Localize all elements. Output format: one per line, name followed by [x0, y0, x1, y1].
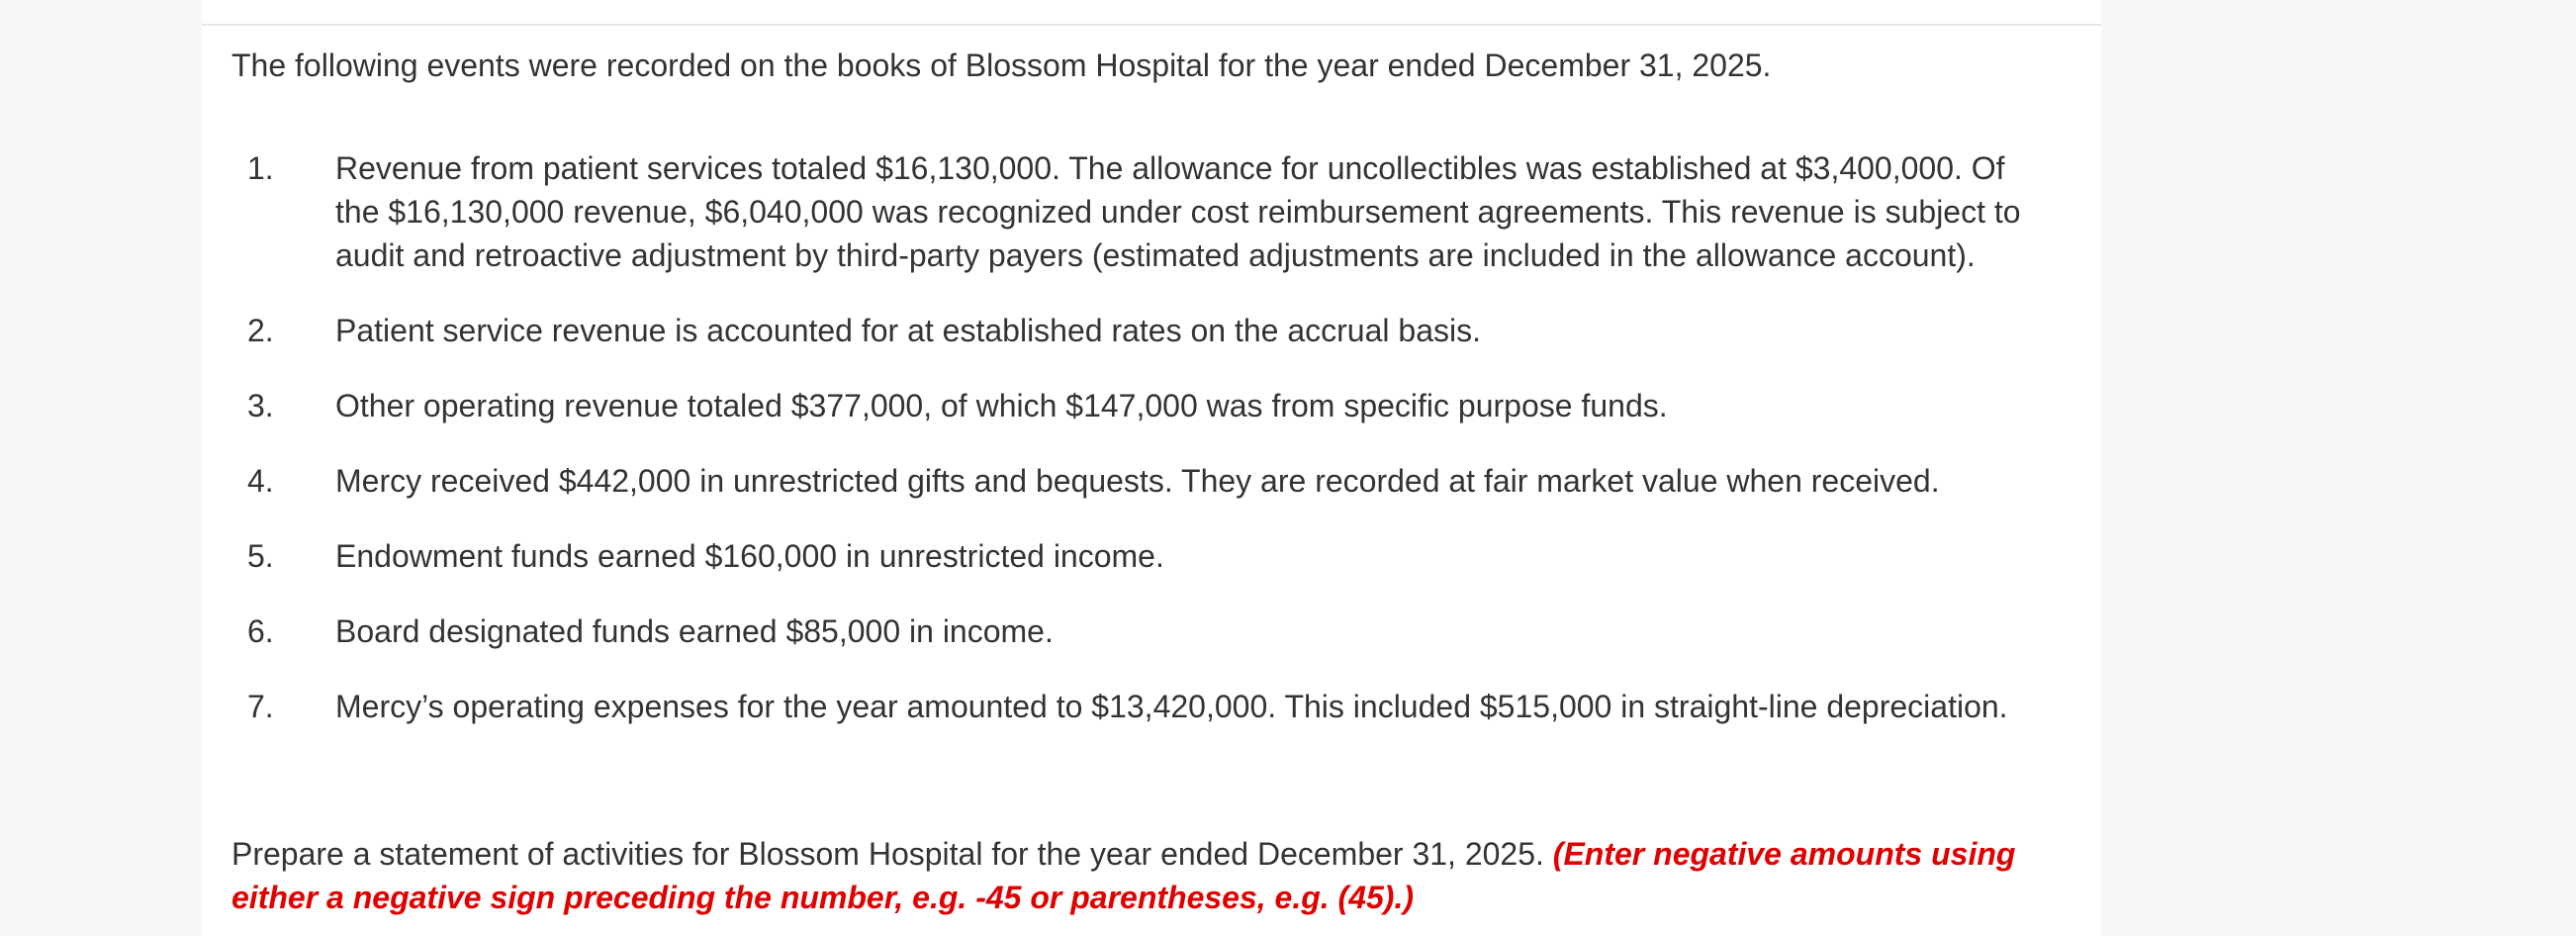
list-item	[202, 609, 2101, 653]
entry-instruction: (Enter negative amounts using either a negative sign preceding the number, e.g. -45 or parentheses, e.g. (45).)	[231, 836, 2016, 915]
list-item	[202, 534, 2101, 578]
event-text: Endowment funds earned $160,000 in unrestricted income.	[335, 538, 1164, 574]
prompt-text: Prepare a statement of activities for Blossom Hospital for the year ended December 31, 2025.	[231, 836, 1544, 872]
list-item	[202, 309, 2101, 352]
event-number: 2.	[247, 313, 274, 348]
list-item	[202, 459, 2101, 503]
content-panel	[202, 0, 2101, 936]
events-list	[202, 146, 2101, 760]
event-text: Other operating revenue totaled $377,000, of which $147,000 was from specific purpose funds.	[335, 388, 1668, 423]
event-number: 6.	[247, 613, 274, 649]
question-prompt	[231, 832, 2091, 919]
event-text: Mercy received $442,000 in unrestricted gifts and bequests. They are recorded at fair market value when received.	[335, 463, 1940, 499]
event-text: Mercy’s operating expenses for the year amounted to $13,420,000. This included $515,000 in straight-line depreciation.	[335, 689, 2008, 724]
event-number: 4.	[247, 463, 274, 499]
event-number: 7.	[247, 689, 274, 724]
list-item	[202, 685, 2101, 728]
event-number: 5.	[247, 538, 274, 574]
event-text: Patient service revenue is accounted for at established rates on the accrual basis.	[335, 313, 1481, 348]
intro-text: The following events were recorded on the books of Blossom Hospital for the year ended December 31, 2025.	[231, 47, 1772, 83]
event-number: 1.	[247, 150, 274, 186]
event-text: Board designated funds earned $85,000 in income.	[335, 613, 1054, 649]
list-item	[202, 146, 2101, 277]
top-divider	[202, 24, 2101, 26]
event-text: Revenue from patient services totaled $16,130,000. The allowance for uncollectibles was established at $3,400,000. Of the $16,130,000 revenue, $6,040,000 was recognized under cost reimbursement agreements. This revenue is subject to audit and retroactive adjustment by third-party payers (estimated adjustments are included in the allowance account).	[335, 150, 2021, 273]
list-item	[202, 384, 2101, 427]
event-number: 3.	[247, 388, 274, 423]
